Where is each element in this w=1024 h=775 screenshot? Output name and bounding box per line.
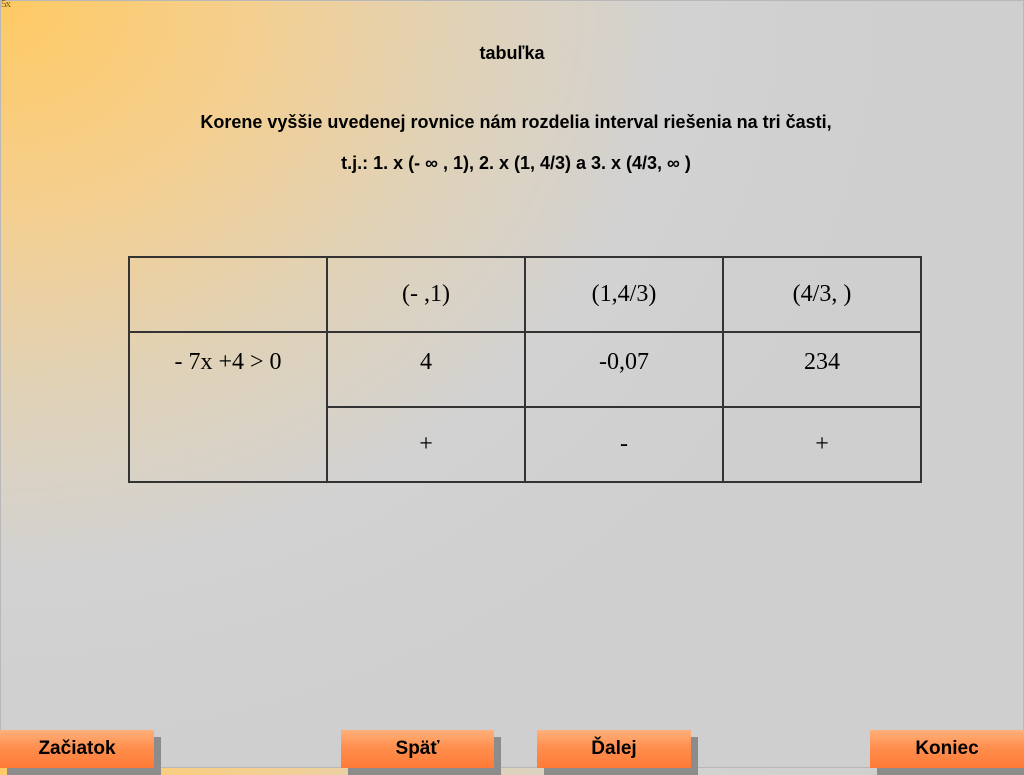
sign-cell-3: + bbox=[723, 407, 921, 482]
intro-line-1: Korene vyššie uvedenej rovnice nám rozdelia interval riešenia na tri časti, bbox=[200, 112, 832, 132]
slide-title: tabuľka bbox=[479, 43, 545, 63]
header-cell-interval-1: (- ,1) bbox=[327, 257, 525, 332]
header-cell-empty bbox=[129, 257, 327, 332]
value-cell-3: 234 bbox=[723, 332, 921, 407]
value-cell-2: -0,07 bbox=[525, 332, 723, 407]
sign-table bbox=[128, 256, 922, 483]
next-button-label: Ďalej bbox=[537, 730, 691, 768]
next-button[interactable] bbox=[537, 730, 691, 768]
table-header-row bbox=[129, 257, 921, 332]
start-button-label: Začiatok bbox=[0, 730, 154, 768]
table-row-values bbox=[129, 332, 921, 407]
header-cell-interval-2: (1,4/3) bbox=[525, 257, 723, 332]
corner-mark: 5x bbox=[1, 0, 10, 10]
sign-cell-1: + bbox=[327, 407, 525, 482]
end-button-label: Koniec bbox=[870, 730, 1024, 768]
end-button[interactable] bbox=[870, 730, 1024, 768]
back-button-label: Späť bbox=[341, 730, 494, 768]
value-cell-1: 4 bbox=[327, 332, 525, 407]
start-button[interactable] bbox=[0, 730, 154, 768]
header-cell-interval-3: (4/3, ) bbox=[723, 257, 921, 332]
row-label-inequality: - 7x +4 > 0 bbox=[129, 332, 327, 482]
intro-line-2: t.j.: 1. x (- ∞ , 1), 2. x (1, 4/3) a 3. x (4/3, ∞ ) bbox=[341, 153, 691, 173]
sign-cell-2: - bbox=[525, 407, 723, 482]
back-button[interactable] bbox=[341, 730, 494, 768]
